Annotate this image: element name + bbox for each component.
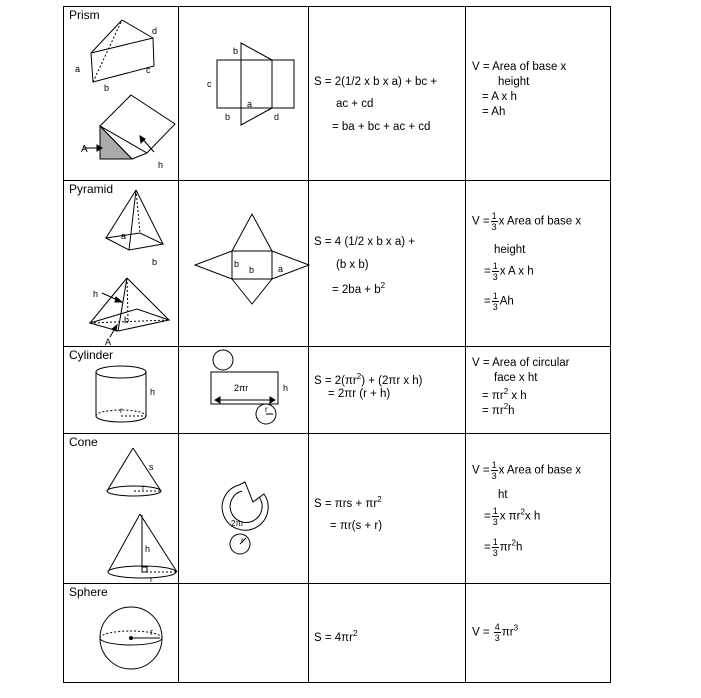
surface-formula-line-2: ac + cd bbox=[336, 98, 374, 110]
surface-formula-line-1 bbox=[314, 372, 423, 387]
volume-formula-line-2: face x ht bbox=[494, 372, 538, 384]
solid-cell bbox=[64, 181, 179, 346]
exponent: 2 bbox=[503, 387, 509, 396]
pyramid-solid-diagram bbox=[64, 181, 179, 347]
volume-formula-line-3 bbox=[484, 506, 540, 527]
volume-formula-line-4a: πr bbox=[499, 541, 512, 554]
shape-name: Cone bbox=[69, 435, 98, 449]
surface-formula-line-1a: S = 4πr bbox=[314, 631, 353, 644]
table-row-cylinder bbox=[64, 347, 610, 434]
label-r: r bbox=[142, 483, 145, 492]
net-label-h: h bbox=[283, 383, 289, 393]
denominator: 3 bbox=[492, 272, 498, 282]
surface-area-cell bbox=[309, 434, 466, 583]
label-s: s bbox=[149, 462, 154, 472]
surface-formula-line-3 bbox=[332, 281, 385, 296]
denominator: 3 bbox=[491, 471, 497, 481]
solid-cell bbox=[64, 7, 179, 180]
net-label-r: r bbox=[265, 405, 268, 414]
net-cell bbox=[179, 584, 309, 682]
volume-formula-line-1-text: x Area of base x bbox=[498, 464, 582, 477]
label-base-area: A bbox=[81, 144, 88, 155]
numerator: 1 bbox=[492, 506, 498, 516]
surface-formula-line-2: = 2πr (r + h) bbox=[328, 388, 391, 400]
shape-name: Sphere bbox=[69, 585, 108, 599]
volume-cell bbox=[466, 584, 610, 682]
label-base-area: A bbox=[105, 337, 112, 347]
numerator: 4 bbox=[494, 622, 500, 632]
volume-formula-line-3b: x h bbox=[524, 510, 541, 523]
numerator: 1 bbox=[492, 291, 498, 301]
volume-formula-line-1: V = Area of base x bbox=[472, 61, 567, 73]
label-b: b bbox=[152, 257, 158, 267]
net-cell bbox=[179, 347, 309, 433]
shape-name: Pyramid bbox=[69, 182, 114, 196]
volume-formula-line-3-text: x A x h bbox=[499, 265, 534, 278]
volume-formula-line-1 bbox=[472, 211, 581, 232]
label-a: a bbox=[121, 231, 127, 241]
fraction bbox=[492, 506, 499, 527]
equals: = bbox=[484, 510, 491, 523]
volume-formula-line-4 bbox=[484, 537, 522, 558]
cylinder-solid-diagram bbox=[64, 347, 179, 434]
exponent: 2 bbox=[511, 538, 516, 548]
shape-name: Cylinder bbox=[69, 348, 114, 362]
label-h: h bbox=[150, 387, 156, 397]
table-row-prism bbox=[64, 7, 610, 181]
label-b: b bbox=[104, 83, 110, 93]
pyramid-net-diagram bbox=[179, 181, 309, 347]
net-label-b-bottom: b bbox=[225, 112, 231, 122]
table-row-cone bbox=[64, 434, 610, 584]
net-label-circumference: 2πr bbox=[234, 383, 249, 393]
exponent: 2 bbox=[380, 281, 386, 290]
exponent: 2 bbox=[352, 629, 358, 638]
numerator: 1 bbox=[491, 460, 497, 470]
surface-formula-line-3: = ba + bc + ac + cd bbox=[332, 121, 431, 133]
label-r: r bbox=[120, 406, 123, 415]
label-h: h bbox=[145, 544, 151, 554]
prism-solid-diagram bbox=[64, 7, 179, 181]
fraction bbox=[491, 460, 498, 481]
volume-formula-line-1-text: x Area of base x bbox=[498, 215, 582, 228]
exponent: 2 bbox=[503, 402, 509, 411]
volume-formula-line-3: = A x h bbox=[482, 91, 517, 103]
net-label-b-2: b bbox=[249, 265, 255, 275]
volume-formula-line-2: height bbox=[494, 244, 526, 256]
formula-table bbox=[63, 6, 611, 683]
volume-cell bbox=[466, 347, 610, 433]
denominator: 3 bbox=[491, 222, 497, 232]
cone-solid-diagram bbox=[64, 434, 179, 584]
surface-formula-line-1 bbox=[314, 495, 382, 510]
label-b-lower: b bbox=[124, 315, 130, 325]
net-label-b-1: b bbox=[234, 259, 240, 269]
volume-formula-line-4-text: Ah bbox=[499, 295, 514, 308]
label-r: r bbox=[150, 627, 153, 637]
volume-formula-line-1a: πr bbox=[501, 626, 514, 639]
surface-formula-line-2: (b x b) bbox=[336, 259, 369, 271]
volume-cell bbox=[466, 181, 610, 346]
denominator: 3 bbox=[494, 633, 500, 643]
volume-formula-line-1: V = Area of circular bbox=[472, 357, 570, 369]
exponent: 2 bbox=[356, 372, 362, 381]
net-label-a: a bbox=[247, 99, 253, 109]
volume-formula-line-3 bbox=[482, 387, 527, 402]
cylinder-net-diagram bbox=[179, 347, 309, 434]
shape-name: Prism bbox=[69, 8, 100, 22]
label-d: d bbox=[152, 26, 158, 36]
volume-formula-line-1 bbox=[472, 622, 518, 643]
numerator: 1 bbox=[492, 537, 498, 547]
surface-area-cell bbox=[309, 347, 466, 433]
label-r-lower: r bbox=[150, 575, 153, 584]
surface-area-cell bbox=[309, 584, 466, 682]
surface-area-cell bbox=[309, 7, 466, 180]
fraction bbox=[494, 622, 501, 643]
net-cell bbox=[179, 434, 309, 583]
volume-formula-line-4b: h bbox=[508, 404, 515, 417]
surface-area-cell bbox=[309, 181, 466, 346]
volume-formula-line-3b: x h bbox=[508, 389, 527, 402]
volume-formula-line-1 bbox=[472, 460, 581, 481]
volume-formula-line-3a: = πr bbox=[482, 389, 504, 402]
net-label-r: r bbox=[241, 536, 244, 545]
volume-formula-line-3 bbox=[484, 261, 534, 282]
net-cell bbox=[179, 7, 309, 180]
label-h: h bbox=[158, 160, 164, 170]
volume-formula-line-4b: h bbox=[515, 541, 523, 554]
exponent: 2 bbox=[377, 495, 382, 504]
solid-cell bbox=[64, 584, 179, 682]
volume-formula-line-4: = Ah bbox=[482, 106, 506, 118]
table-row-pyramid bbox=[64, 181, 610, 347]
surface-formula-line-1b: ) + (2πr x h) bbox=[361, 374, 423, 387]
volume-formula-line-4 bbox=[484, 291, 514, 312]
denominator: 3 bbox=[492, 517, 498, 527]
fraction bbox=[491, 211, 498, 232]
net-label-d: d bbox=[274, 112, 280, 122]
table-row-sphere bbox=[64, 584, 610, 682]
volume-cell bbox=[466, 7, 610, 180]
surface-formula-line-2: = πr(s + r) bbox=[330, 520, 383, 532]
numerator: 1 bbox=[492, 261, 498, 271]
volume-label: V = bbox=[472, 464, 490, 477]
exponent: 3 bbox=[513, 623, 519, 633]
label-c: c bbox=[146, 65, 151, 75]
volume-label: V = bbox=[472, 215, 490, 228]
surface-formula-line-1a: S = 2(πr bbox=[314, 374, 357, 387]
net-label-a: a bbox=[278, 264, 284, 274]
surface-formula-line-1: S = 2(1/2 x b x a) + bc + bbox=[314, 76, 438, 88]
volume-cell bbox=[466, 434, 610, 583]
fraction bbox=[492, 291, 499, 312]
solid-cell bbox=[64, 434, 179, 583]
label-h: h bbox=[93, 289, 99, 299]
equals: = bbox=[484, 265, 491, 278]
denominator: 3 bbox=[492, 548, 498, 558]
volume-formula-line-2: ht bbox=[498, 489, 508, 501]
volume-formula-line-3a: x πr bbox=[499, 510, 521, 523]
volume-formula-line-4a: = πr bbox=[482, 404, 504, 417]
net-label-b-top: b bbox=[233, 46, 239, 56]
surface-formula-line-1: S = 4 (1/2 x b x a) + bbox=[314, 236, 415, 248]
equals: = bbox=[484, 295, 491, 308]
volume-formula-line-4 bbox=[482, 402, 515, 417]
net-label-c: c bbox=[207, 79, 212, 89]
equals: = bbox=[484, 541, 491, 554]
surface-formula-line-1 bbox=[314, 629, 357, 644]
volume-formula-line-2: height bbox=[498, 76, 530, 88]
net-cell bbox=[179, 181, 309, 346]
fraction bbox=[492, 261, 499, 282]
volume-label: V = bbox=[472, 626, 490, 639]
surface-formula-line-1a: S = πrs + πr bbox=[314, 497, 378, 510]
numerator: 1 bbox=[491, 211, 497, 221]
solid-cell bbox=[64, 347, 179, 433]
surface-formula-line-3-text: = 2ba + b bbox=[332, 283, 381, 296]
denominator: 3 bbox=[492, 302, 498, 312]
net-label-circumference: 2πr bbox=[231, 519, 244, 528]
prism-net-diagram bbox=[179, 7, 309, 181]
sphere-solid-diagram bbox=[64, 584, 179, 682]
label-a: a bbox=[75, 64, 81, 74]
fraction bbox=[492, 537, 499, 558]
exponent: 2 bbox=[520, 507, 525, 517]
cone-net-diagram bbox=[179, 434, 309, 584]
